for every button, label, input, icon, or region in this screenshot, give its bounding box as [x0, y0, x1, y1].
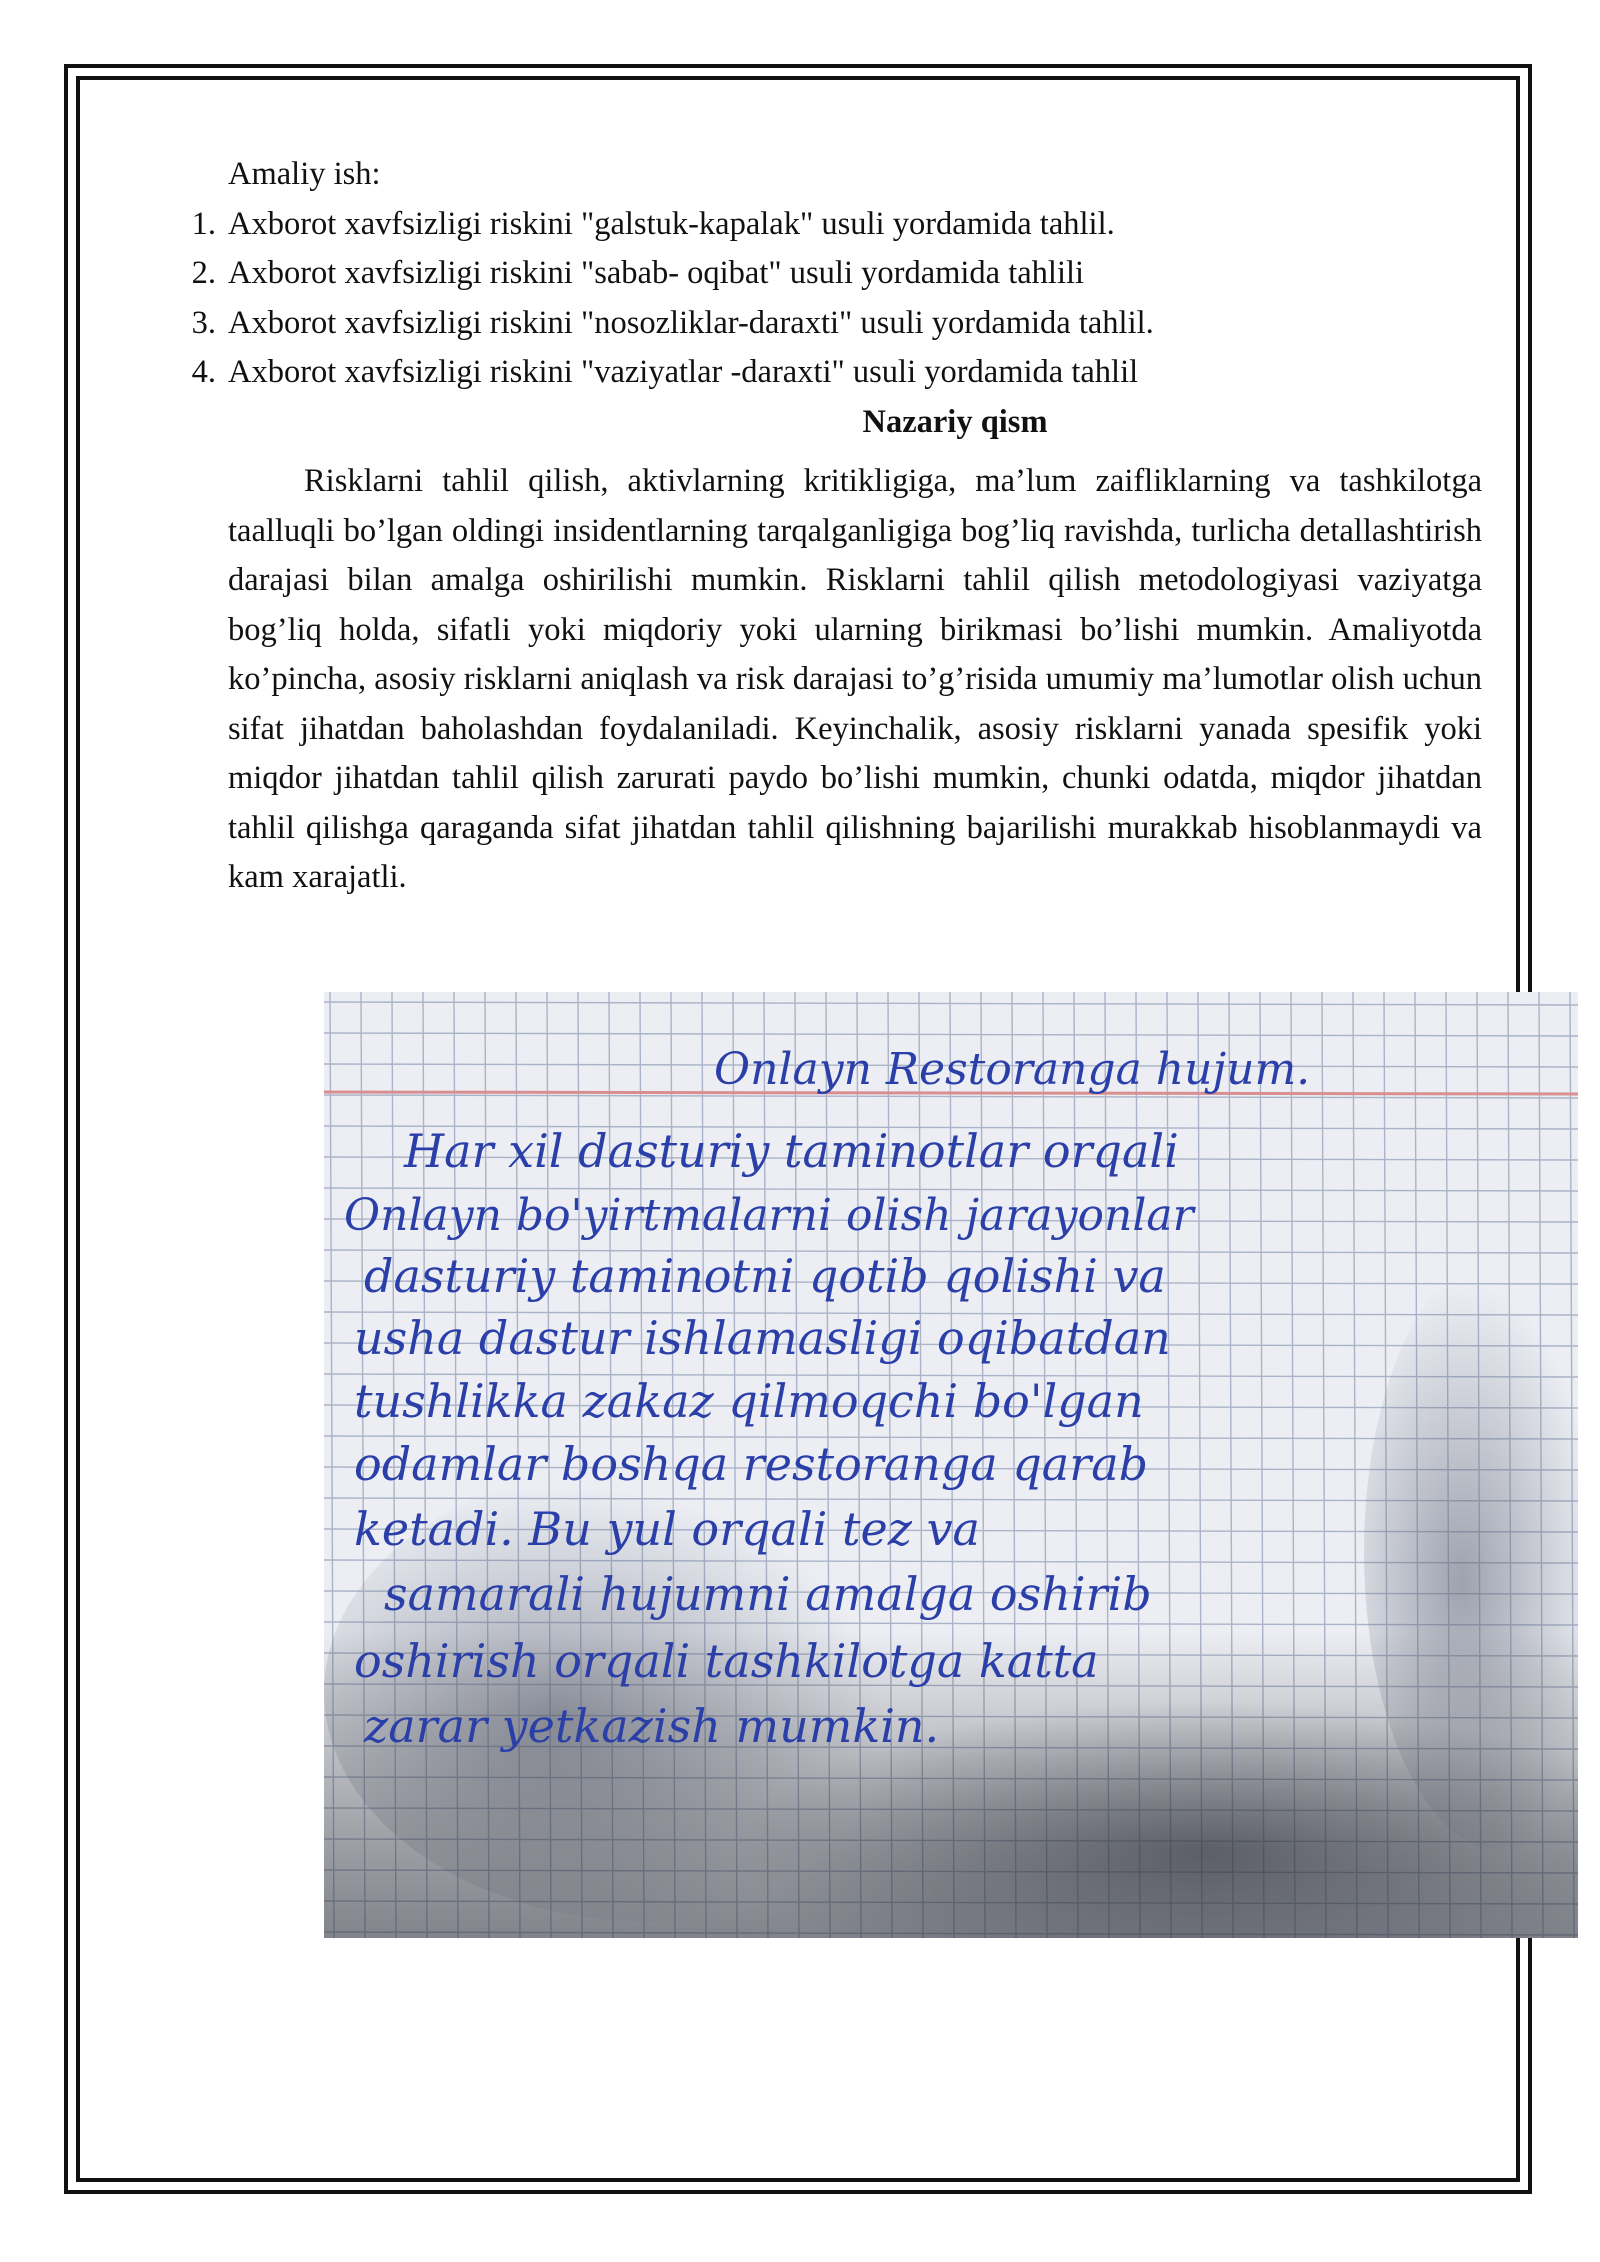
- task-text: Axborot xavfsizligi riskini "sabab- oqibat" usuli yordamida tahlili: [228, 255, 1085, 291]
- document-body: [191, 150, 1482, 903]
- task-text: Axborot xavfsizligi riskini "vaziyatlar -daraxti" usuli yordamida tahlil: [228, 354, 1139, 390]
- handwritten-line: zarar yetkazish mumkin.: [364, 1699, 940, 1753]
- notebook-image: [324, 992, 1578, 1938]
- task-item: [191, 348, 1482, 398]
- handwritten-line: Onlayn bo'yirtmalarni olish jarayonlar: [344, 1190, 1194, 1241]
- practical-work-heading: Amaliy ish:: [228, 156, 381, 192]
- task-number: 4.: [191, 354, 216, 390]
- task-text: Axborot xavfsizligi riskini "galstuk-kapalak" usuli yordamida tahlil.: [228, 205, 1115, 242]
- handwritten-line: usha dastur ishlamasligi oqibatdan: [354, 1311, 1171, 1365]
- task-number: 1.: [191, 205, 216, 242]
- task-number: 3.: [191, 304, 216, 341]
- task-number: 2.: [191, 255, 216, 291]
- handwritten-line: odamlar boshqa restoranga qarab: [354, 1437, 1149, 1491]
- handwritten-line: ketadi. Bu yul orqali tez va: [354, 1502, 980, 1556]
- theory-paragraph: Risklarni tahlil qilish, aktivlarning kritikligiga, ma’lum zaifliklarning va tashkilotga taalluqli bo’lgan oldingi insidentlarning tarqalganligiga bog’liq ravishda, turlicha detallashtirish darajasi bilan amalga oshirilishi mumkin. Risklarni tahlil qilish metodologiyasi vaziyatga bog’liq holda, sifatli yoki miqdoriy yoki ularning birikmasi bo’lishi mumkin. Amaliyotda ko’pincha, asosiy risklarni aniqlash va risk darajasi to’g’risida umumiy ma’lumotlar olish uchun sifat jihatdan baholashdan foydalaniladi. Keyinchalik, asosiy risklarni yanada spesifik yoki miqdor jihatdan tahlil qilish zarurati paydo bo’lishi mumkin, chunki odatda, miqdor jihatdan tahlil qilishga qaraganda sifat jihatdan tahlil qilishning bajarilishi murakkab hisoblanmaydi va kam xarajatli.: [228, 463, 1482, 895]
- task-list: [191, 200, 1482, 398]
- handwritten-line: samarali hujumni amalga oshirib: [384, 1567, 1152, 1621]
- task-text: Axborot xavfsizligi riskini "nosozliklar-daraxti" usuli yordamida tahlil.: [228, 304, 1154, 341]
- handwritten-notebook-photo: [324, 992, 1578, 1938]
- handwritten-line: tushlikka zakaz qilmoqchi bo'lgan: [354, 1374, 1144, 1428]
- task-item: [191, 299, 1482, 349]
- section-title: Nazariy qism: [862, 403, 1048, 440]
- handwritten-title: Onlayn Restoranga hujum.: [714, 1044, 1311, 1095]
- handwritten-line: dasturiy taminotni qotib qolishi va: [364, 1249, 1166, 1303]
- task-item: [191, 200, 1482, 250]
- handwritten-line: Har xil dasturiy taminotlar orqali: [404, 1124, 1179, 1178]
- task-item: [191, 249, 1482, 299]
- handwritten-line: oshirish orqali tashkilotga katta: [354, 1634, 1099, 1688]
